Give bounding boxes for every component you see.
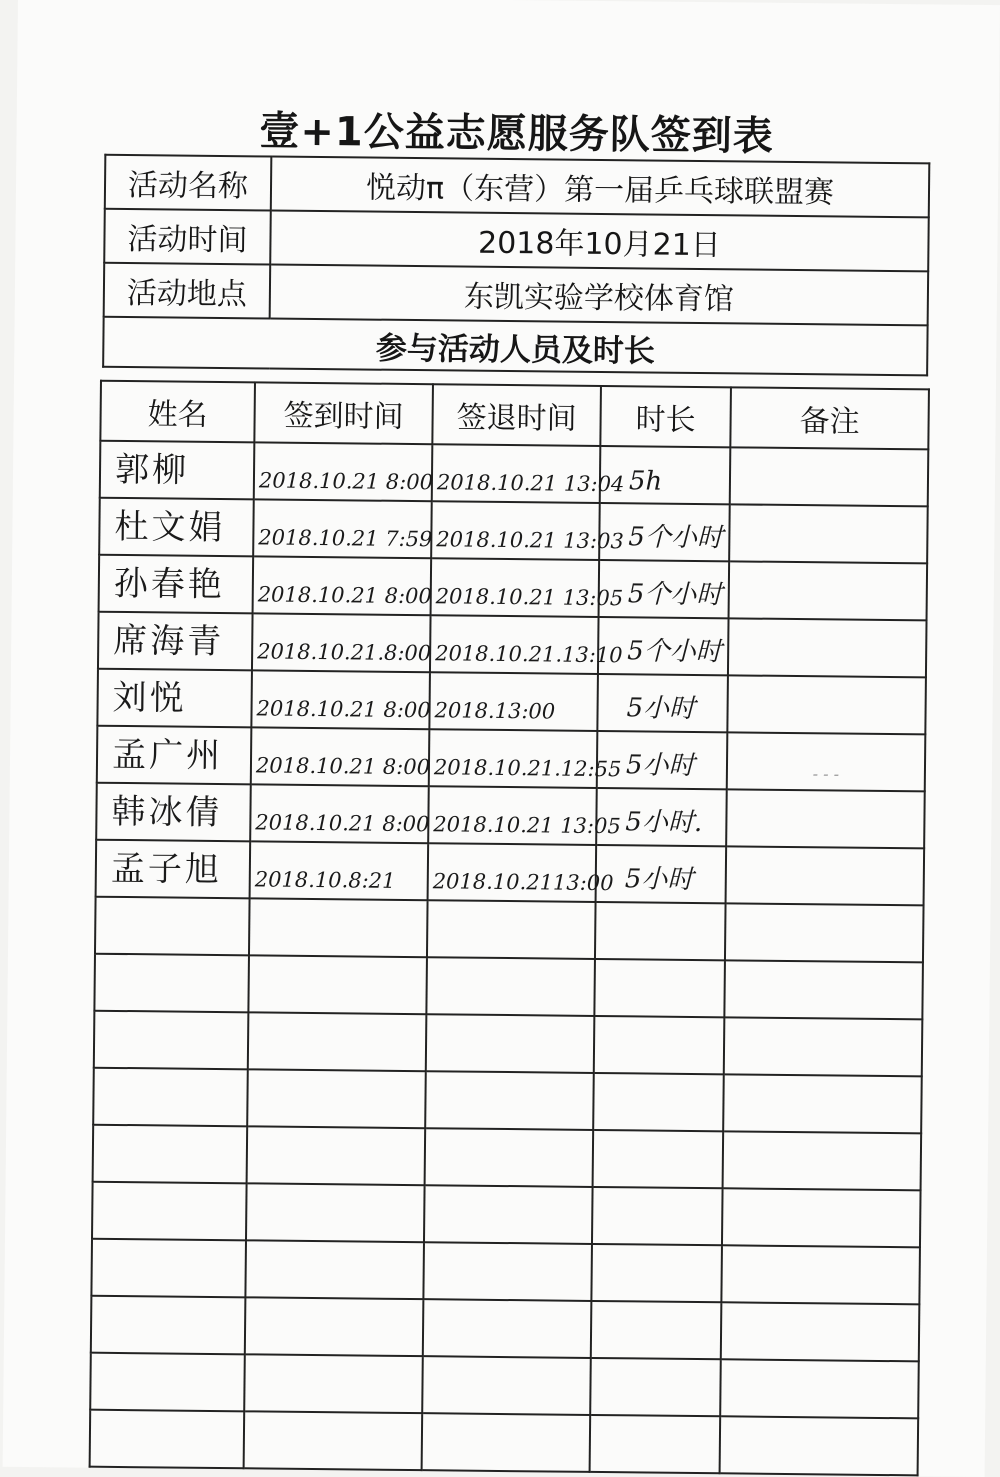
signout-time-cell bbox=[428, 843, 614, 902]
duration-cell bbox=[599, 560, 730, 618]
empty-table-row bbox=[92, 1182, 921, 1248]
table-row bbox=[97, 726, 926, 792]
empty-table-row bbox=[94, 954, 923, 1020]
empty-cell bbox=[594, 1016, 725, 1074]
remark-cell bbox=[726, 846, 925, 905]
remark-cell bbox=[726, 789, 925, 848]
empty-cell bbox=[248, 1012, 427, 1071]
header-name: 姓名 bbox=[100, 381, 255, 443]
signin-time-cell bbox=[253, 499, 432, 558]
empty-cell bbox=[725, 903, 924, 962]
empty-cell bbox=[426, 957, 595, 1016]
empty-cell bbox=[593, 1073, 724, 1131]
remark-cell bbox=[730, 447, 929, 506]
signout-time: 2018.10.2113:00 bbox=[432, 869, 614, 896]
signin-time-cell bbox=[250, 841, 429, 900]
signout-time: 2018.10.21.13:10 bbox=[435, 641, 623, 668]
empty-cell bbox=[595, 902, 726, 960]
empty-cell bbox=[245, 1240, 424, 1299]
signout-time: 2018.10.21 13:05 bbox=[433, 812, 621, 839]
duration-cell bbox=[600, 446, 731, 504]
duration: 5小时 bbox=[626, 693, 696, 724]
participant-name-cell bbox=[100, 441, 255, 500]
signin-time-cell bbox=[251, 670, 430, 729]
participants-heading: 参与活动人员及时长 bbox=[103, 317, 927, 376]
signout-time-cell bbox=[432, 444, 625, 503]
empty-cell bbox=[426, 1014, 595, 1073]
table-row bbox=[98, 612, 927, 678]
empty-cell bbox=[249, 898, 428, 957]
participant-name-cell bbox=[97, 726, 252, 785]
empty-cell bbox=[594, 959, 725, 1017]
remark-cell bbox=[727, 732, 926, 791]
empty-cell bbox=[721, 1302, 920, 1361]
empty-cell bbox=[92, 1182, 247, 1241]
empty-cell bbox=[91, 1296, 246, 1355]
empty-table-row bbox=[90, 1353, 919, 1419]
empty-cell bbox=[91, 1239, 246, 1298]
empty-cell bbox=[423, 1242, 592, 1301]
participant-name-cell bbox=[99, 498, 254, 557]
participant-name: 杜文娟 bbox=[114, 506, 226, 549]
table-row bbox=[100, 441, 929, 507]
participant-name: 孟子旭 bbox=[110, 848, 223, 891]
signout-time-cell bbox=[429, 729, 622, 788]
duration: 5个小时 bbox=[627, 579, 723, 611]
signout-time: 2018.10.21 13:05 bbox=[435, 584, 624, 611]
empty-cell bbox=[723, 1074, 922, 1133]
remark-cell bbox=[729, 504, 928, 563]
empty-cell bbox=[593, 1130, 724, 1188]
signout-time-cell bbox=[431, 501, 624, 560]
empty-table-row bbox=[93, 1125, 922, 1191]
duration-cell bbox=[599, 503, 730, 561]
activity-place-value: 东凯实验学校体育馆 bbox=[270, 265, 929, 326]
signin-time: 2018.10.21.8:00 bbox=[257, 639, 432, 666]
duration-cell bbox=[598, 617, 729, 675]
duration: 5h bbox=[628, 466, 663, 497]
signin-time: 2018.10.21 8:00 bbox=[255, 753, 431, 780]
empty-cell bbox=[90, 1353, 245, 1412]
activity-name-label: 活动名称 bbox=[105, 155, 272, 211]
remark-cell bbox=[729, 561, 928, 620]
empty-cell bbox=[427, 900, 596, 959]
empty-cell bbox=[94, 1011, 249, 1070]
activity-info-table bbox=[102, 154, 930, 377]
participant-name-cell bbox=[96, 840, 251, 899]
duration-cell bbox=[597, 731, 728, 789]
signout-time: 2018.13:00 bbox=[434, 698, 556, 724]
empty-cell bbox=[94, 954, 249, 1013]
duration-cell bbox=[596, 845, 727, 903]
activity-place-label: 活动地点 bbox=[104, 263, 271, 319]
signout-time: 2018.10.21 13:03 bbox=[436, 527, 624, 554]
signin-table bbox=[89, 380, 930, 1477]
form-title: 壹+1公益志愿服务队签到表 bbox=[259, 108, 774, 160]
empty-cell bbox=[247, 1069, 426, 1128]
empty-table-row bbox=[91, 1239, 920, 1305]
empty-cell bbox=[93, 1068, 248, 1127]
signout-time-cell bbox=[430, 615, 623, 674]
empty-cell bbox=[246, 1183, 425, 1242]
duration-cell bbox=[597, 674, 728, 732]
header-remarks: 备注 bbox=[730, 387, 929, 449]
remark-cell bbox=[727, 675, 926, 734]
table-row bbox=[96, 783, 925, 849]
participant-name-cell bbox=[97, 669, 252, 728]
empty-cell bbox=[93, 1125, 248, 1184]
participant-name: 席海青 bbox=[113, 620, 225, 663]
signout-time: 2018.10.21.12:55 bbox=[433, 755, 622, 782]
empty-cell bbox=[724, 1017, 923, 1076]
empty-cell bbox=[592, 1187, 723, 1245]
table-row bbox=[97, 669, 926, 735]
header-signout-time: 签退时间 bbox=[432, 384, 601, 446]
signin-time: 2018.10.21 8:00 bbox=[256, 696, 431, 723]
empty-cell bbox=[721, 1245, 920, 1304]
empty-cell bbox=[723, 1131, 922, 1190]
empty-table-row bbox=[90, 1410, 919, 1476]
activity-name-value: 悦动π（东营）第一届乒乓球联盟赛 bbox=[271, 157, 930, 218]
empty-cell bbox=[591, 1301, 722, 1359]
empty-table-row bbox=[95, 897, 924, 963]
signout-time-cell bbox=[431, 558, 624, 617]
signin-time: 2018.10.21 8:00 bbox=[258, 468, 434, 495]
header-duration: 时长 bbox=[600, 386, 731, 447]
empty-cell bbox=[423, 1299, 592, 1358]
participant-name: 韩冰倩 bbox=[111, 791, 223, 834]
signin-time-cell bbox=[252, 613, 431, 672]
signout-time-cell bbox=[428, 786, 621, 845]
signin-time: 2018.10.21 7:59 bbox=[258, 525, 433, 552]
empty-cell bbox=[722, 1188, 921, 1247]
participant-name: 郭柳 bbox=[114, 449, 190, 491]
signout-time-cell bbox=[429, 672, 598, 731]
signin-time-cell bbox=[251, 727, 430, 786]
empty-cell bbox=[244, 1354, 423, 1413]
header-signin-time: 签到时间 bbox=[254, 382, 433, 444]
duration: 5小时 bbox=[625, 750, 695, 781]
empty-cell bbox=[95, 897, 250, 956]
duration: 5个小时 bbox=[628, 522, 724, 554]
participant-name: 孙春艳 bbox=[113, 563, 226, 606]
remark-cell bbox=[728, 618, 927, 677]
empty-cell bbox=[244, 1411, 423, 1470]
activity-time-value: 2018年10月21日 bbox=[270, 211, 929, 272]
duration: 5小时 bbox=[624, 864, 694, 895]
signin-time: 2018.10.21 8:00 bbox=[255, 810, 430, 837]
empty-cell bbox=[424, 1185, 593, 1244]
empty-cell bbox=[590, 1358, 721, 1416]
empty-table-row bbox=[91, 1296, 920, 1362]
empty-cell bbox=[724, 960, 923, 1019]
participant-name-cell bbox=[98, 612, 253, 671]
empty-cell bbox=[425, 1071, 594, 1130]
participant-name: 孟广州 bbox=[111, 734, 224, 777]
activity-time-label: 活动时间 bbox=[104, 209, 271, 265]
empty-cell bbox=[247, 1126, 426, 1185]
signin-time-cell bbox=[254, 442, 433, 501]
empty-cell bbox=[591, 1244, 722, 1302]
duration-cell bbox=[596, 788, 727, 846]
empty-cell bbox=[422, 1356, 591, 1415]
table-row bbox=[96, 840, 925, 906]
empty-table-row bbox=[94, 1011, 923, 1077]
signin-time: 2018.10.8:21 bbox=[254, 867, 396, 893]
table-row bbox=[99, 498, 928, 564]
participant-name: 刘悦 bbox=[112, 677, 187, 719]
signin-time: 2018.10.21 8:00 bbox=[257, 582, 432, 609]
participant-name-cell bbox=[99, 555, 254, 614]
empty-cell bbox=[422, 1413, 591, 1472]
duration: 5个小时 bbox=[627, 636, 722, 668]
paper-sheet bbox=[3, 0, 1000, 1477]
empty-cell bbox=[720, 1359, 919, 1418]
empty-table-row bbox=[93, 1068, 922, 1134]
empty-cell bbox=[248, 955, 427, 1014]
signin-time-cell bbox=[250, 784, 429, 843]
duration: 5小时. bbox=[625, 807, 703, 839]
signin-header-row bbox=[100, 381, 929, 450]
empty-cell bbox=[245, 1297, 424, 1356]
table-row bbox=[99, 555, 928, 621]
empty-cell bbox=[90, 1410, 245, 1469]
remark: - - - bbox=[812, 764, 840, 784]
signout-time: 2018.10.21 13:04 bbox=[436, 470, 625, 497]
empty-cell bbox=[720, 1416, 919, 1475]
empty-cell bbox=[425, 1128, 594, 1187]
signin-time-cell bbox=[253, 556, 432, 615]
participant-name-cell bbox=[96, 783, 251, 842]
empty-cell bbox=[590, 1415, 721, 1473]
